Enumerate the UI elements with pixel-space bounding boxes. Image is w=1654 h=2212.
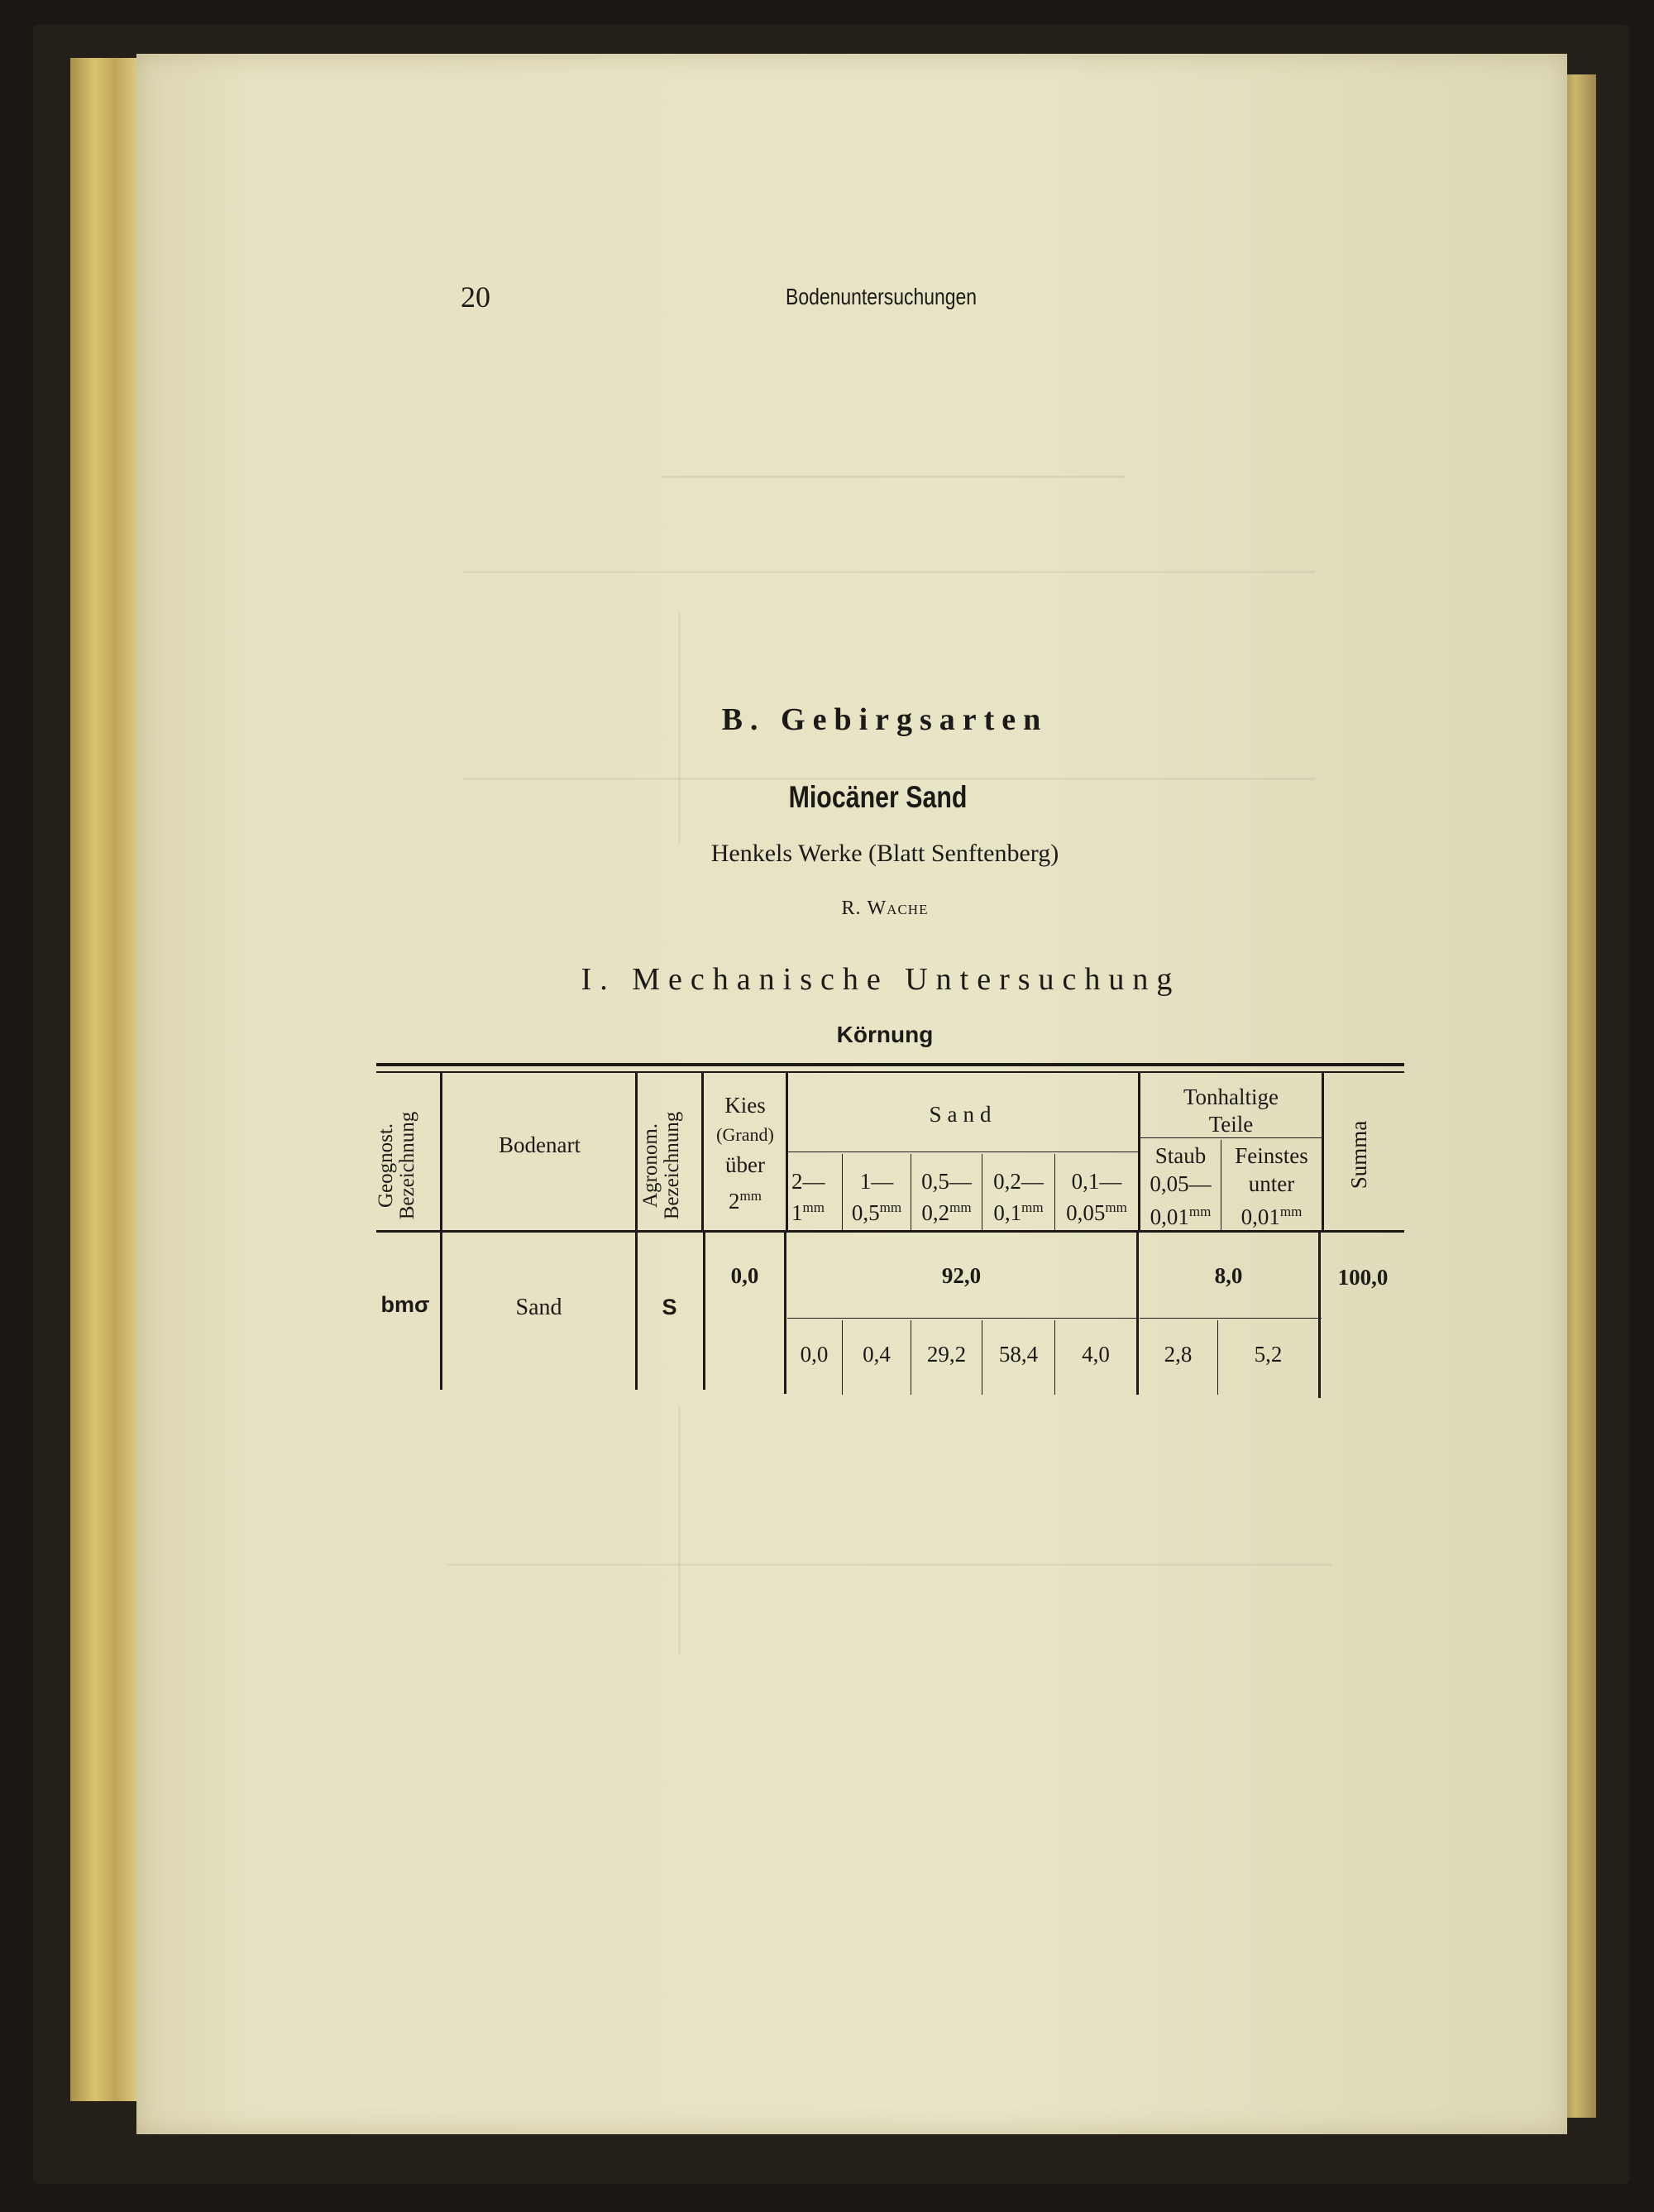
header-kies-line2: (Grand) [716,1124,774,1145]
col-rule [1318,1233,1321,1398]
row-summa: 100,0 [1337,1265,1389,1290]
unit-mm: mm [1105,1199,1127,1215]
header-geognost [375,1079,433,1252]
header-kies [705,1090,785,1218]
subject-title: Miocäner Sand [788,780,968,814]
sand-body-rule [787,1318,1139,1319]
show-through-line [678,1406,681,1654]
header-geognost-line2: Bezeichnung [396,1111,419,1220]
header-sand-fraction-2 [843,1168,911,1226]
author-initial: R. [841,898,862,919]
row-feinstes-value: 5,2 [1254,1342,1283,1367]
row-kies-total: 0,0 [730,1263,759,1288]
header-sand-fraction-4 [982,1168,1054,1226]
running-head: Bodenuntersuchungen [786,284,978,309]
location-line: Henkels Werke (Blatt Senftenberg) [710,840,1059,867]
unit-mm: mm [739,1188,762,1204]
row-sand-value-5: 4,0 [1082,1342,1110,1367]
fraction-bottom: 0,1 [993,1200,1022,1225]
row-agronom: S [662,1295,677,1319]
fraction-bottom: 0,5 [851,1200,880,1225]
row-sand-total: 92,0 [941,1263,982,1288]
unit-mm: mm [1279,1204,1303,1219]
fraction-bottom: 1 [791,1200,803,1225]
header-feinstes-line3: 0,01 [1240,1204,1280,1229]
fraction-top: 0,5— [921,1169,972,1194]
unit-mm: mm [1021,1199,1044,1215]
part-title: I. Mechanische Untersuchung [581,962,1181,997]
col-rule [701,1073,704,1230]
author-name: Wache [867,898,929,919]
header-kies-line1: Kies [724,1093,766,1118]
sand-subheader-rule [787,1151,1139,1152]
header-sand: Sand [929,1102,997,1127]
fraction-bottom: 0,05 [1066,1200,1106,1225]
unit-mm: mm [802,1199,825,1215]
unit-mm: mm [879,1199,902,1215]
header-staub-line1: Staub [1154,1143,1207,1168]
row-sand-value-4: 58,4 [998,1342,1039,1367]
header-geognost-line1: Geognost. [375,1123,397,1209]
section-title: B. Gebirgsarten [721,702,1049,737]
show-through-line [463,571,1315,573]
row-sand-value-2: 0,4 [863,1342,891,1367]
table-top-rule [376,1063,1404,1066]
header-kies-line3: über [725,1152,765,1177]
header-staub [1140,1142,1221,1231]
show-through-line [447,1563,1331,1566]
header-tonhaltige-teile [1140,1084,1322,1138]
row-sand-value-1: 0,0 [800,1342,829,1367]
page-number: 20 [461,280,490,314]
header-tonhaltige-line1: Tonhaltige [1183,1084,1279,1109]
header-tonhaltige-line2: Teile [1208,1112,1254,1137]
fraction-bottom: 0,2 [921,1200,950,1225]
header-agronom-line1: Agronom. [639,1123,662,1209]
header-sand-fraction-1 [788,1168,845,1226]
fraction-top: 2— [791,1169,825,1194]
row-ton-total: 8,0 [1214,1263,1243,1288]
table-top-rule-thin [376,1071,1404,1073]
header-sand-fraction-3 [911,1168,982,1226]
unit-mm: mm [949,1199,972,1215]
col-rule [703,1233,705,1390]
ton-body-rule [1140,1318,1322,1319]
header-agronom-line2: Bezeichnung [661,1111,684,1220]
author-line [0,898,1654,920]
fraction-top: 1— [859,1169,894,1194]
col-rule [784,1233,786,1394]
fraction-top: 0,2— [993,1169,1044,1194]
col-rule [1322,1073,1324,1230]
header-staub-line2: 0,05— [1150,1171,1212,1196]
header-summa: Summa [1346,1120,1371,1190]
kies-size: 2 [729,1189,740,1214]
header-sand-fraction-5 [1055,1168,1138,1226]
header-feinstes-line2: unter [1248,1171,1295,1196]
unit-mm: mm [1188,1204,1212,1219]
show-through-line [662,476,1125,478]
col-rule [1136,1233,1139,1395]
col-rule [635,1073,638,1230]
header-kies-line4 [705,1180,785,1218]
row-geognost: bmσ [380,1292,430,1317]
header-feinstes-line1: Feinstes [1235,1143,1308,1168]
header-feinstes [1221,1142,1322,1231]
col-rule [440,1073,442,1230]
row-bodenart: Sand [515,1295,562,1320]
header-agronom [640,1079,698,1252]
fraction-top: 0,1— [1071,1169,1122,1194]
header-staub-line3: 0,01 [1150,1204,1189,1229]
row-sand-value-3: 29,2 [926,1342,967,1367]
row-staub-value: 2,8 [1164,1342,1193,1367]
header-bodenart: Bodenart [499,1132,581,1157]
table-caption: Körnung [836,1022,934,1047]
